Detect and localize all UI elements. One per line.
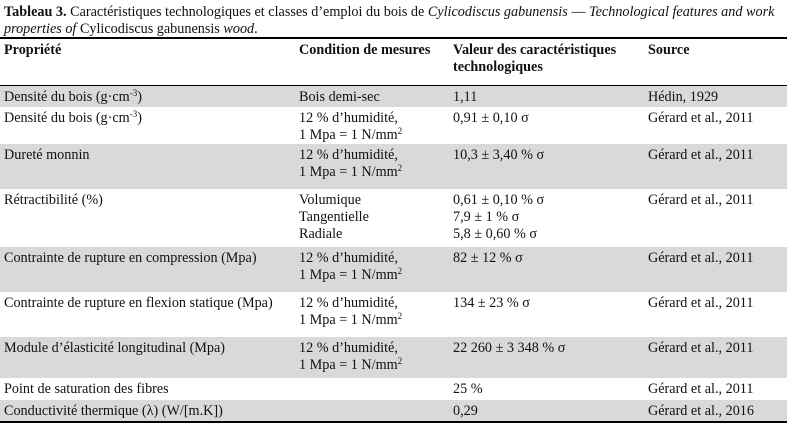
header-source: Source [648,42,690,58]
caption-dash: — [567,4,590,20]
cell-property: Contrainte de rupture en flexion statique (Mpa) [4,295,273,311]
cell-condition: Bois demi-sec [299,88,380,105]
header-value [449,38,644,85]
cell-value: 0,91 ± 0,10 σ [453,110,529,126]
cell-value: 22 260 ± 3 348 % σ [453,340,566,356]
cell-condition: 12 % d’humidité, 1 Mpa = 1 $N/mm^2$ [299,250,403,283]
cell-condition: 12 % d’humidité, 1 Mpa = 1 $N/mm^2$ [299,295,403,328]
caption-text-fr: Caractéristiques technologiques et classes d’emploi du bois de [66,4,428,20]
cell-value: 10,3 ± 3,40 % σ [453,147,545,163]
cell-value: 0,61 ± 0,10 % σ 7,9 ± 1 % σ 5,8 ± 0,60 % σ [453,192,545,242]
cell-property: Densité du bois $(g\cdot cm^{-3})$ [4,109,142,126]
cell-condition: 12 % d’humidité, 1 Mpa = 1 $N/mm^2$ [299,147,403,180]
table-header-row [0,38,787,85]
cell-source: Gérard et al., 2011 [648,295,754,311]
cell-value: 82 ± 12 % σ [453,250,523,266]
cell-value: 0,29 [453,403,478,419]
cell-value: 25 % [453,381,483,397]
properties-table [0,37,787,423]
header-condition: Condition de mesures [299,42,431,58]
cell-source: Gérard et al., 2011 [648,250,754,266]
cell-source: Hédin, 1929 [648,88,719,105]
cell-property: Module d’élasticité longitudinal (Mpa) [4,340,226,356]
table-row [0,85,787,107]
caption-label: Tableau 3. [4,4,67,20]
table-row [0,337,787,378]
cell-condition: Volumique Tangentielle Radiale [299,192,369,242]
table-row [0,292,787,337]
caption-species-fr: Cylicodiscus gabunensis [427,4,568,20]
cell-source: Gérard et al., 2011 [648,381,754,397]
caption-species-en: Cylicodiscus gabunensis [79,21,220,37]
table-row [0,247,787,292]
cell-source: Gérard et al., 2011 [648,340,754,356]
cell-property: Densité du bois $(g\cdot cm^{-3})$ [4,87,142,105]
header-property: Propriété [4,42,62,58]
cell-property: Dureté monnin [4,147,90,163]
cell-condition [295,400,449,422]
table-row [0,107,787,144]
cell-property: Point de saturation des fibres [4,381,169,397]
table-caption [0,0,787,37]
caption-wood: wood [219,21,255,37]
cell-source: Gérard et al., 2011 [648,110,754,126]
table-row [0,400,787,422]
header-value-line2: technologiques [453,59,543,75]
cell-value: 134 ± 23 % σ [453,295,530,311]
cell-property: Conductivité thermique (λ) (W/[m.K]) [4,403,223,419]
cell-condition: 12 % d’humidité, 1 Mpa = 1 $N/mm^2$ [299,110,403,143]
cell-condition [295,378,449,400]
cell-property: Rétractibilité (%) [4,192,103,208]
table-row [0,378,787,400]
table-row [0,189,787,247]
cell-value: 1,11 [453,88,478,105]
caption-end: . [254,21,258,37]
header-value-line1: Valeur des caractéristiques [453,42,617,58]
table-row [0,144,787,189]
cell-source: Gérard et al., 2016 [648,403,754,419]
cell-condition: 12 % d’humidité, 1 Mpa = 1 $N/mm^2$ [299,340,403,373]
caption-text-en: Technological features and work properties of [4,4,775,37]
cell-property: Contrainte de rupture en compression (Mpa) [4,250,257,266]
cell-source: Gérard et al., 2011 [648,192,754,208]
cell-source: Gérard et al., 2011 [648,147,754,163]
